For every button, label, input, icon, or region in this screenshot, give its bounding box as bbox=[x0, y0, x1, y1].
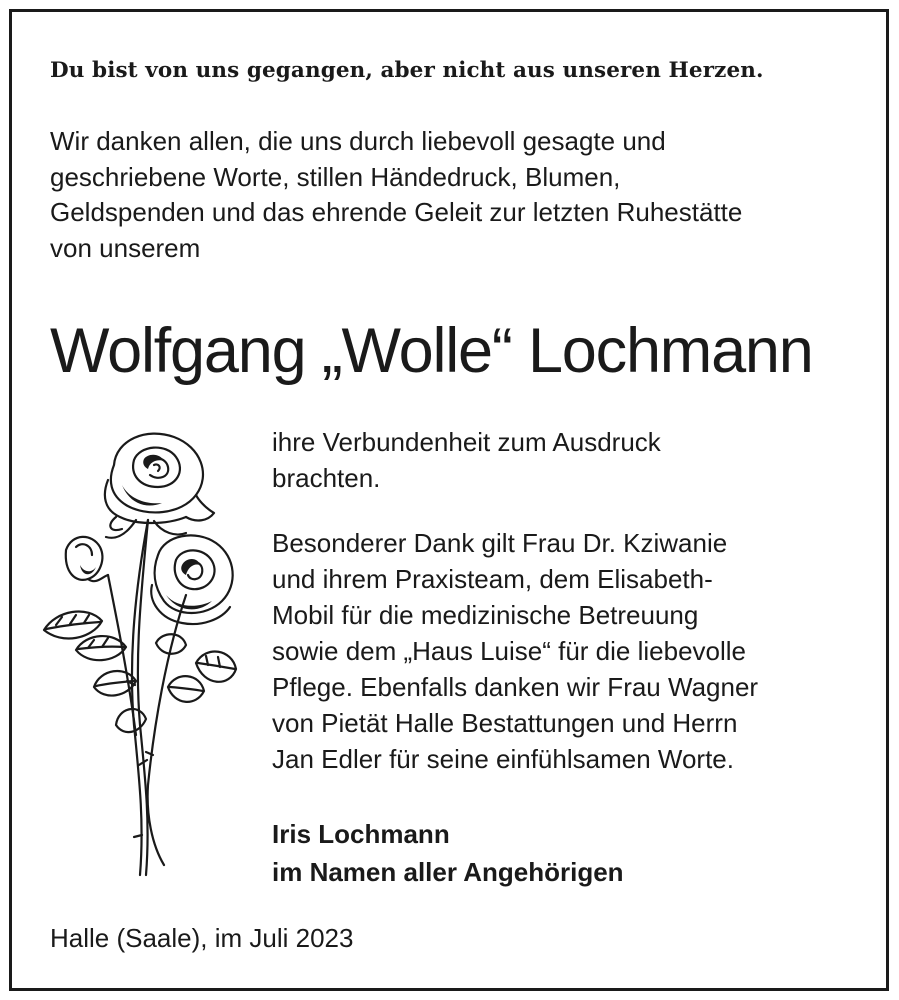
thanks-line: und ihrem Praxisteam, dem Elisabeth- bbox=[272, 564, 713, 594]
thanks-line: Mobil für die medizinische Betreuung bbox=[272, 600, 699, 630]
continuation-line: ihre Verbundenheit zum Ausdruck bbox=[272, 427, 661, 457]
thanks-line: Besonderer Dank gilt Frau Dr. Kziwanie bbox=[272, 528, 728, 558]
roses-icon bbox=[36, 425, 256, 885]
continuation-paragraph bbox=[272, 424, 872, 496]
intro-line: Geldspenden und das ehrende Geleit zur letzten Ruhestätte bbox=[50, 197, 743, 227]
signature-block bbox=[272, 815, 624, 891]
thanks-line: von Pietät Halle Bestattungen und Herrn bbox=[272, 708, 738, 738]
place-date: Halle (Saale), im Juli 2023 bbox=[50, 923, 354, 953]
intro-line: von unserem bbox=[50, 232, 201, 263]
thanks-line: Pflege. Ebenfalls danken wir Frau Wagner bbox=[272, 672, 759, 702]
signature-name: Iris Lochmann bbox=[272, 819, 450, 849]
thanks-line: sowie dem „Haus Luise“ für die liebevolle bbox=[272, 636, 747, 666]
intro-line: geschriebene Worte, stillen Händedruck, Blumen, bbox=[50, 161, 621, 192]
intro-line: Wir danken allen, die uns durch liebevoll gesagte und bbox=[50, 126, 666, 156]
signature-subtitle: im Namen aller Angehörigen bbox=[272, 857, 624, 887]
thanks-paragraph bbox=[272, 525, 872, 777]
thanks-line: Jan Edler für seine einfühlsamen Worte. bbox=[272, 744, 734, 774]
continuation-line: brachten. bbox=[272, 463, 381, 493]
deceased-name: Wolfgang „Wolle“ Lochmann bbox=[50, 316, 813, 386]
headline: Du bist von uns gegangen, aber nicht aus unseren Herzen. bbox=[50, 58, 764, 83]
intro-paragraph bbox=[50, 124, 870, 266]
